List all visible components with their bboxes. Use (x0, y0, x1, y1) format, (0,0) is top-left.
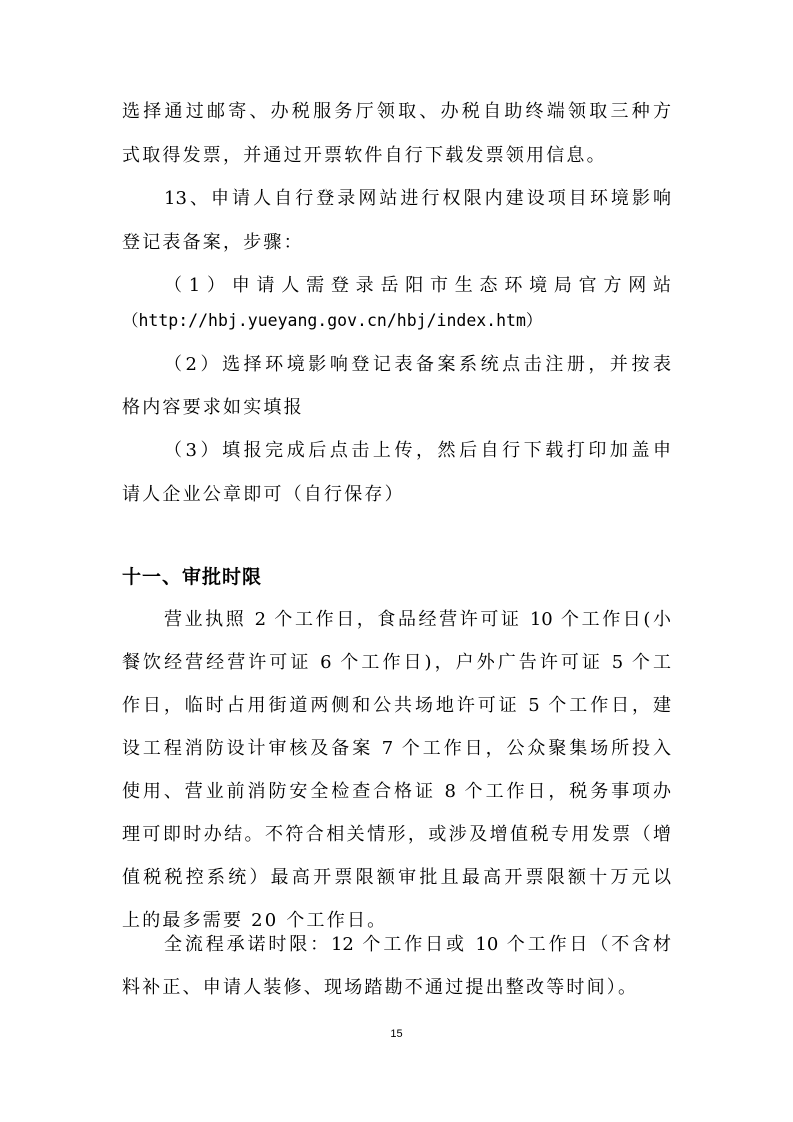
body-text-line: 使用、营业前消防安全检查合格证 8 个工作日，税务事项办 (122, 781, 671, 802)
body-text-line: （1）申请人需登录岳阳市生态环境局官方网站 (164, 275, 671, 296)
body-text-line: 格内容要求如实填报 (122, 397, 304, 418)
body-text-line: 式取得发票，并通过开票软件自行下载发票领用信息。 (122, 145, 607, 166)
body-text-line: 选择通过邮寄、办税服务厅领取、办税自助终端领取三种方 (122, 101, 671, 122)
body-text-line: 上的最多需要 20 个工作日。 (122, 910, 388, 931)
section-heading: 十一、审批时限 (122, 566, 263, 588)
body-text-line: 请人企业公章即可（自行保存） (122, 484, 405, 505)
body-text-line: 营业执照 2 个工作日，食品经营许可证 10 个工作日(小 (164, 609, 671, 630)
body-text-line: 值税税控系统）最高开票限额审批且最高开票限额十万元以 (122, 867, 671, 888)
body-text-line: 设工程消防设计审核及备案 7 个工作日，公众聚集场所投入 (122, 738, 671, 759)
body-text-line: （2）选择环境影响登记表备案系统点击注册，并按表 (164, 354, 671, 375)
body-text-line: （3）填报完成后点击上传，然后自行下载打印加盖申 (164, 440, 671, 461)
page-number: 15 (390, 1028, 403, 1040)
url-text-line: （http://hbj.yueyang.gov.cn/hbj/index.htm） (122, 311, 543, 330)
body-text-line: 料补正、申请人装修、现场踏勘不通过提出整改等时间）。 (122, 977, 639, 998)
body-text-line: 全流程承诺时限：12 个工作日或 10 个工作日（不含材 (164, 934, 671, 955)
body-text-line: 13、申请人自行登录网站进行权限内建设项目环境影响 (164, 188, 671, 209)
body-text-line: 餐饮经营经营许可证 6 个工作日)，户外广告许可证 5 个工 (122, 652, 671, 673)
body-text-line: 登记表备案，步骤： (122, 232, 304, 253)
body-text-line: 理可即时办结。不符合相关情形，或涉及增值税专用发票（增 (122, 824, 671, 845)
body-text-line: 作日，临时占用街道两侧和公共场地许可证 5 个工作日，建 (122, 695, 671, 716)
